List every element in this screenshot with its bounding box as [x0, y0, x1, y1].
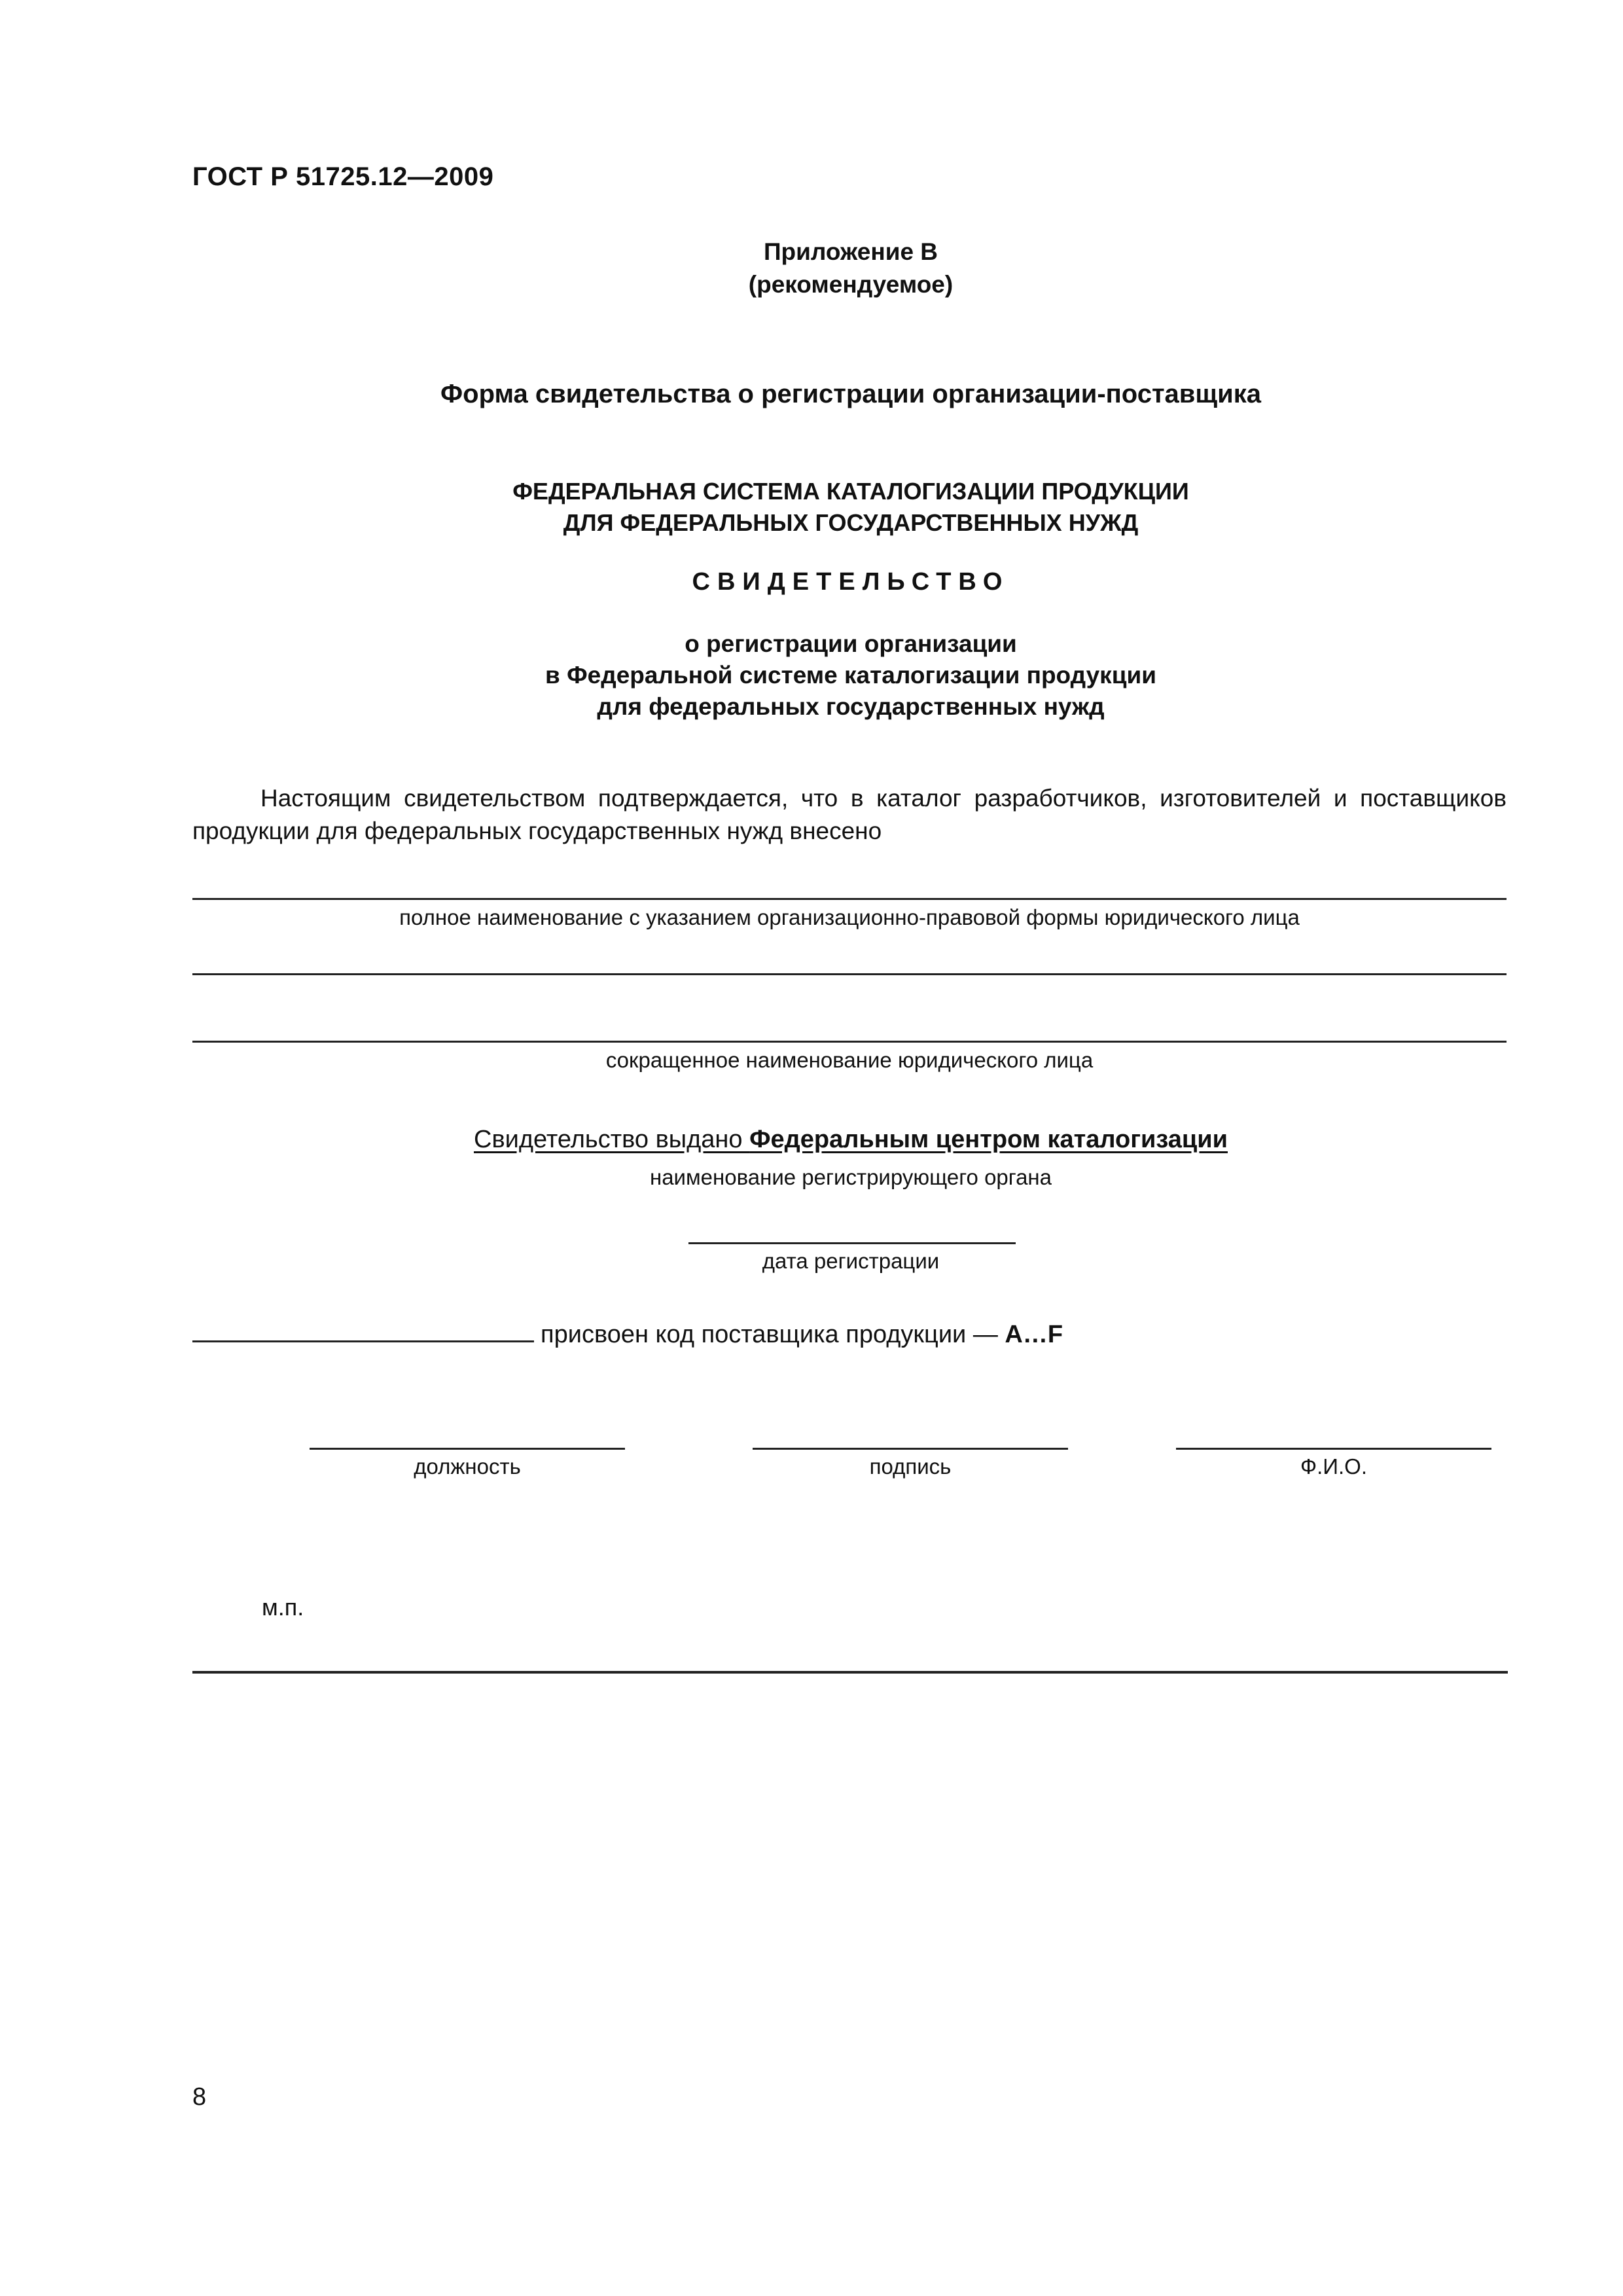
document-code: ГОСТ Р 51725.12—2009 — [192, 162, 494, 191]
full-name-line — [192, 898, 1507, 900]
system-title-line-2: ДЛЯ ФЕДЕРАЛЬНЫХ ГОСУДАРСТВЕННЫХ НУЖД — [563, 509, 1139, 536]
supplier-code-value: A…F — [1005, 1321, 1063, 1348]
full-name-caption: полное наименование с указанием организационно-правовой формы юридического лица — [399, 905, 1300, 929]
certificate-subtitle-line-2: в Федеральной системе каталогизации продукции — [545, 662, 1156, 689]
issuer-caption: наименование регистрирующего органа — [649, 1165, 1052, 1189]
full-name-initials-caption: Ф.И.О. — [1300, 1454, 1367, 1479]
position-caption: должность — [414, 1454, 521, 1479]
bottom-rule — [192, 1671, 1508, 1674]
short-name-line — [192, 1041, 1507, 1043]
intro-paragraph: Настоящим свидетельством подтверждается, что в каталог разработчиков, изготовителей и поставщиков продукции для федеральных государственных нужд внесено — [192, 785, 1507, 844]
full-name-line-2 — [192, 973, 1507, 975]
full-name-initials-line — [1176, 1448, 1491, 1450]
stamp-label: м.п. — [262, 1594, 304, 1621]
signature-line — [753, 1448, 1068, 1450]
position-line — [310, 1448, 625, 1450]
issued-by-name: Федеральным центром каталогизации — [749, 1126, 1228, 1153]
system-title-line-1: ФЕДЕРАЛЬНАЯ СИСТЕМА КАТАЛОГИЗАЦИИ ПРОДУКЦИИ — [512, 478, 1189, 505]
appendix-title: Приложение В — [763, 238, 938, 265]
certificate-heading: СВИДЕТЕЛЬСТВО — [692, 568, 1010, 596]
appendix-status: (рекомендуемое) — [748, 271, 954, 298]
page-number: 8 — [192, 2083, 207, 2111]
certificate-subtitle-line-3: для федеральных государственных нужд — [597, 693, 1105, 720]
supplier-code-blank — [192, 1321, 534, 1342]
issued-by-row — [327, 1126, 1374, 1154]
appendix-heading — [654, 236, 1047, 301]
system-title — [327, 476, 1374, 539]
supplier-code-row — [192, 1321, 1063, 1349]
registration-date-caption: дата регистрации — [762, 1249, 940, 1273]
supplier-code-text: присвоен код поставщика продукции — — [541, 1321, 1005, 1348]
issued-by-prefix: Свидетельство выдано — [474, 1126, 750, 1153]
form-title: Форма свидетельства о регистрации организации-поставщика — [440, 380, 1261, 408]
signature-caption: подпись — [869, 1454, 952, 1479]
certificate-subtitle — [327, 628, 1374, 723]
registration-date-line — [688, 1242, 1016, 1244]
short-name-caption: сокращенное наименование юридического лица — [605, 1048, 1094, 1072]
certificate-subtitle-line-1: о регистрации организации — [685, 630, 1017, 657]
